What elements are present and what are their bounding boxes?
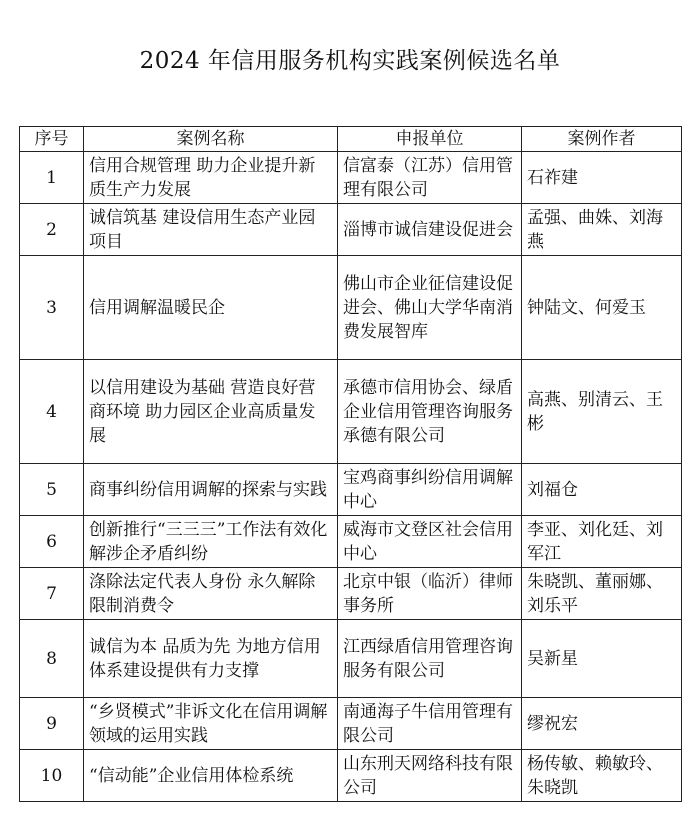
table-header-row [20,127,682,152]
row-authors: 石祚建 [522,152,682,204]
row-index: 9 [20,698,84,750]
table-row [20,620,682,698]
table-row [20,152,682,204]
row-index: 8 [20,620,84,698]
row-case-name: 信用合规管理 助力企业提升新质生产力发展 [84,152,338,204]
row-applicant: 山东刑天网络科技有限公司 [338,750,522,802]
table-row [20,204,682,256]
row-authors: 孟强、曲姝、刘海燕 [522,204,682,256]
table-row [20,360,682,464]
header-applicant: 申报单位 [338,127,522,152]
row-case-name: 诚信筑基 建设信用生态产业园项目 [84,204,338,256]
row-index: 5 [20,464,84,516]
row-applicant: 南通海子牛信用管理有限公司 [338,698,522,750]
row-applicant: 江西绿盾信用管理咨询服务有限公司 [338,620,522,698]
row-index: 1 [20,152,84,204]
row-applicant: 淄博市诚信建设促进会 [338,204,522,256]
table-row [20,464,682,516]
row-case-name: 涤除法定代表人身份 永久解除限制消费令 [84,568,338,620]
row-authors: 高燕、别清云、王彬 [522,360,682,464]
row-applicant: 威海市文登区社会信用中心 [338,516,522,568]
row-index: 10 [20,750,84,802]
table-row [20,256,682,360]
table-row [20,516,682,568]
row-applicant: 承德市信用协会、绿盾企业信用管理咨询服务承德有限公司 [338,360,522,464]
row-applicant: 宝鸡商事纠纷信用调解中心 [338,464,522,516]
table-row [20,750,682,802]
row-case-name: “乡贤模式”非诉文化在信用调解领域的运用实践 [84,698,338,750]
row-authors: 李亚、刘化廷、刘军江 [522,516,682,568]
row-applicant: 信富泰（江苏）信用管理有限公司 [338,152,522,204]
row-authors: 朱晓凯、董丽娜、刘乐平 [522,568,682,620]
row-index: 7 [20,568,84,620]
row-index: 6 [20,516,84,568]
row-authors: 刘福仓 [522,464,682,516]
row-applicant: 北京中银（临沂）律师事务所 [338,568,522,620]
row-authors: 钟陆文、何爱玉 [522,256,682,360]
row-authors: 杨传敏、赖敏玲、朱晓凯 [522,750,682,802]
row-case-name: 创新推行“三三三”工作法有效化解涉企矛盾纠纷 [84,516,338,568]
header-case-name: 案例名称 [84,127,338,152]
row-index: 3 [20,256,84,360]
candidate-table [19,126,682,802]
row-case-name: 诚信为本 品质为先 为地方信用体系建设提供有力支撑 [84,620,338,698]
row-applicant: 佛山市企业征信建设促进会、佛山大学华南消费发展智库 [338,256,522,360]
table-row [20,568,682,620]
row-case-name: 信用调解温暖民企 [84,256,338,360]
row-case-name: 以信用建设为基础 营造良好营商环境 助力园区企业高质量发展 [84,360,338,464]
page-title: 2024 年信用服务机构实践案例候选名单 [139,48,561,74]
row-authors: 吴新星 [522,620,682,698]
header-index: 序号 [20,127,84,152]
header-authors: 案例作者 [522,127,682,152]
row-case-name: 商事纠纷信用调解的探索与实践 [84,464,338,516]
table-row [20,698,682,750]
row-index: 2 [20,204,84,256]
row-index: 4 [20,360,84,464]
row-case-name: “信动能”企业信用体检系统 [84,750,338,802]
row-authors: 缪祝宏 [522,698,682,750]
